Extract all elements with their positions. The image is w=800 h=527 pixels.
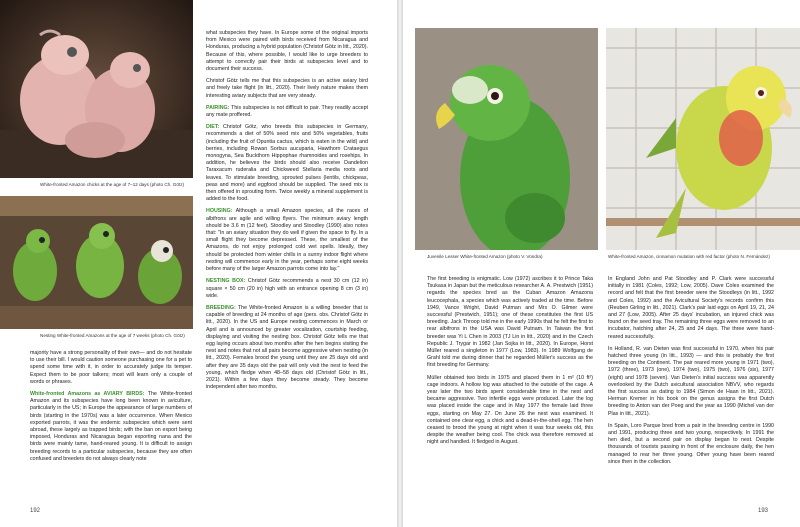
paragraph-aviary-birds: White-fronted Amazons as AVIARY BIRDS: The White-fronted Amazon and its subspecies have long been known in aviculture, particularly in the US; in Europe the appearance of large numbers of birds (starting in the 1970s) was a later occurrence. When Mexico exported parrots, it was the endemic subspecies which were sent abroad, these largely as trapped birds; with the ban on export being imposed, Honduras and Nicaragua began exporting nana and the birds were mainly tame, hand-reared young. It is difficult to assign breeding records to a particular subspecies, because they are often confused and breeders do not always clearly note [30, 391, 192, 462]
juvenile-amazon-image [415, 28, 598, 250]
paragraph: In England John and Pat Stoodley and P. Clark were successful initially in 1981 (Coles, 1992; Low, 2005). Dave Coles examined the record and felt that the first breeder were the Stoodleys (in litt., 1992 and Coles, 1992) and the Avicultural Society's records confirm this (Reuben Girling in litt., 2021). Clark's pair laid eggs on April 19, 21, 24 and 27 (Low, 2005). After 25 days' incubation, an injured chick was found on the seed tray. The remaining three eggs were removed to an incubator, hatching after 24, 25 and 24 days. The three were hand-reared successfully. [608, 276, 774, 340]
photo-cinnamon-caption: White-fronted Amazon, cinnamon mutation with red factor (photo N. Fernández) [608, 254, 770, 259]
paragraph: In Spain, Loro Parque bred from a pair in the breeding centre in 1990 and 1991, producing three and two young, respectively. In 1991 the hen died, but a second pair on display began to nest. Despite thousands of tourists passing in front of the enclosure daily, the hen managed to rear her three young. Other young have been reared since then in the collection. [608, 422, 774, 465]
photo-nestlings-caption: Nesting White-fronted Amazons at the age of 7 weeks (photo Ch. Götz) [40, 333, 185, 338]
paragraph-breeding: BREEDING: The White-fronted Amazon is a willing breeder that is capable of breeding at 24 months of age (pers. obs. Christof Götz in litt., 2020). In the US and Europe nesting commences in March or April and is announced by greater vocalization, courtship feeding, displaying and visiting the nesting box. Christof Götz tells me that egg laying occurs about two months after the hen begins visiting the nest and notes that not all pairs become aggressive when nesting (in litt., 2020). Females brood the young until they are 25 days old and after they are 35 days old the pair will only visit the nest to feed the young, which fledge when 48–58 days old (Christof Götz in litt., 2021). Within a few days they become steady. They become independent after two months. [206, 304, 368, 391]
paragraph: majority have a strong personality of their own— and do not hesitate to use their bill. I would caution someone purchasing one for a pet to spend some time with it, in order to accurately judge its temper. Expect them to be poor talkers; most will learn only a couple of words or phrases. [30, 350, 192, 385]
section-heading: DIET: [206, 124, 220, 131]
section-heading: NESTING BOX: [206, 278, 246, 285]
paragraph: Christof Götz tells me that this subspecies is an active aviary bird and freely take flight (in litt., 2020). Their lively nature makes them interesting aviary subjects that are very steady. [206, 78, 368, 99]
section-heading: HOUSING: [206, 208, 233, 215]
left-page [0, 0, 397, 527]
paragraph: what subspecies they have. In Europe some of the original imports from Mexico were paired with birds received from Nicaragua and Honduras, producing a hybrid population (Christof Götz in litt., 2020). Because of this, where possible, I would like to urge breeders to attempt to correctly pair their birds at subspecies level and to document their success. [206, 30, 368, 73]
paragraph-pairing: PAIRING: This subspecies is not difficult to pair. They readily accept any mate proffered. [206, 104, 368, 119]
nestlings-image [0, 196, 193, 329]
photo-cinnamon-amazon [606, 28, 800, 250]
photo-chicks [0, 0, 193, 178]
paragraph: Müller obtained two birds in 1975 and placed them in 1 m² (10 ft²) cage indoors. A hollow log was attached to the outside of the cage. A year later the two birds spent considerable time in the nest and became aggressive. Two infertile eggs were produced. Later the log was placed inside the cage and in May 1977 the female laid three eggs, starting on May 27. On June 26 the nest was examined. It contained one clear egg, a chick and a dead-in-the-shell egg. The hen ceased to brood the young at night when it was four weeks old, this despite the weather being cool. The chick was therefore removed at night and handled. It fledged in August. [427, 374, 593, 446]
page-number-right: 193 [758, 508, 769, 514]
left-column-1 [30, 350, 192, 468]
paragraph-housing: HOUSING: Although a small Amazon species, all the races of albifrons are agile and willing flyers. The minimum aviary length should be 3.6 m (12 feet). Stoodley and Stoodley (1990) also notes that: "In an aviary situation they do well if given the space to fly. In a small flight they become depressed. These, the smallest of the Amazons, do not enjoy prolonged cold wet spells. Ideally, they should be protected from winter chills in a sunny indoor flight where nesting will commence early in the year, perhaps some eight weeks before many of the larger Amazon parrots come into lay." [206, 208, 368, 273]
right-page [403, 0, 800, 527]
right-column-2 [608, 276, 774, 471]
paragraph: The first breeding is enigmatic. Low (1972) ascribes it to Prince Taka Tsukasa in Japan but the meticulous researcher A. A. Prestwich (1951) regards the species bred as the Cuban Amazon Amazona leucocephala, a species which was actively traded at the time. Before 1949, Vance Wright, David Putman and Mrs O. Gilmer were successful (Prestwich, 1951); one of these constitutes the first US breeding. Jack Throop told me in the early 1990s that he felt the first to rear albifrons in the USA was David Putnam. In Taiwan the first breeder was Yi L Chen in 2003 (TJ Lin in litt., 2020) and in the Czech Republic J. Trygar in 1982 (Jan Sojka in litt., 2020). In Europe, Horst Müller reared a singleton in 1977 (Low, 1983). In 1989 Wolfgang de Grahl told me during dinner that he regarded Müller's success as the first breeding for Germany. [427, 276, 593, 369]
photo-nestlings [0, 196, 193, 329]
right-column-1 [427, 276, 593, 452]
photo-chicks-caption: White-fronted Amazon chicks at the age of 7–12 days (photo Ch. Götz) [40, 182, 185, 187]
cinnamon-amazon-image [606, 28, 800, 250]
section-heading: BREEDING: [206, 304, 236, 311]
photo-juvenile-amazon [415, 28, 598, 250]
page-number-left: 192 [30, 508, 41, 514]
paragraph-nesting-box: NESTING BOX: Christof Götz recommends a nest 30 cm (12 in) square × 50 cm (20 in) high with an entrance opening 8 cm (3 in) wide. [206, 278, 368, 299]
left-column-2 [206, 30, 368, 396]
paragraph: In Holland, R. van Dieten was first successful in 1970, when his pair hatched three young (in litt., 1993) — and this is probably the first breeding on the Continent. The pair reared more young in 1971 (two), 1972 (three), 1973 (one), 1974 (two), 1975 (two), 1976 (six), 1977 (eight) and 1978 (seven). Van Dieten's initial success was apparently overlooked by the Dutch avicultural association NBVV, who regards the first success as dating to 1984 (Simon de Haan in litt., 2021). Herman Kremer in his book on the genus assigns the first Dutch breeding to Anton van der Poeg and the year as 1990 (Michel van der Plas in litt., 2021). [608, 345, 774, 417]
paragraph-diet: DIET: Christof Götz, who breeds this subspecies in Germany, recommends a diet of 50% seed mix and 50% vegetables, fruits (including the fruit of Opuntia cactus, which is eaten in the wild) and berries, including Rowan Sorbus aucuparia, Hawthorn Crataegus monogyna, Sea Buckthorn Hippophae rhamnoides and rosehips. In addition, he believes the birds should also receive Dandelion Taraxacum ruderalia and Chickweed Stellaria media roots and leaves. To stimulate breeding, sprouted pulses (lentils, chickpeas, peas and more) and eggfood should be supplied. The seed mix is then offered in sprouting form. Twice weekly a mineral supplement is added to the food. [206, 124, 368, 203]
chicks-image [0, 0, 193, 178]
photo-juvenile-caption: Juvenile Lesser White-fronted Amazon (photo V. Vondra) [427, 254, 543, 259]
section-heading: PAIRING: [206, 104, 230, 111]
section-heading: White-fronted Amazons as AVIARY BIRDS: [30, 391, 145, 398]
